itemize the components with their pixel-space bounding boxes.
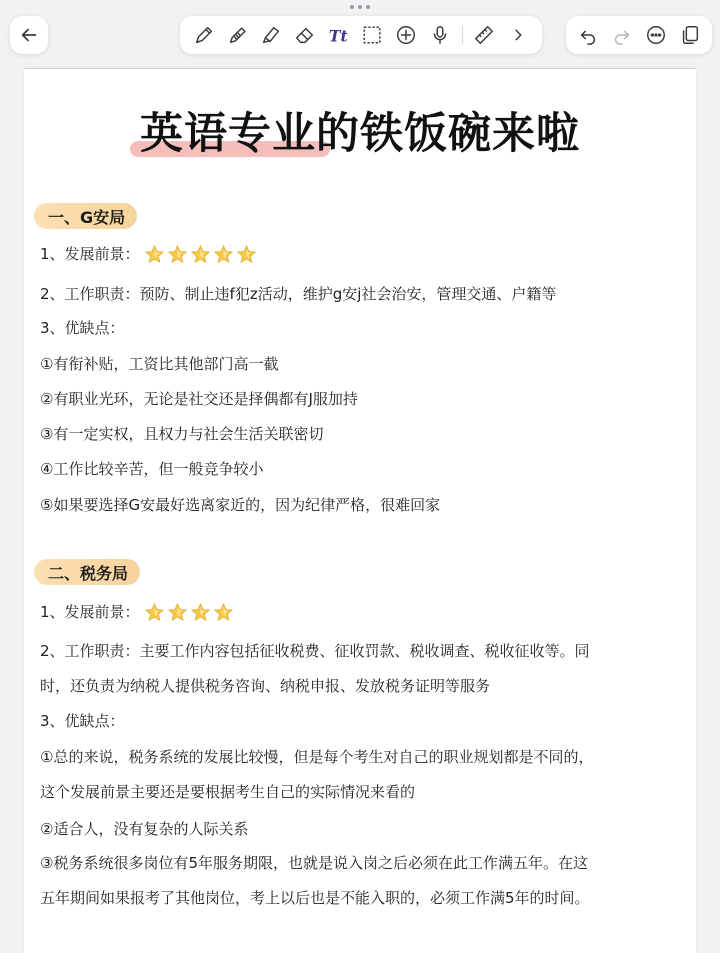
more-icon[interactable] [644,23,668,47]
text-line: ③有一定实权，且权力与社会生活关联密切 [40,425,324,443]
text-line: ①有衔补贴，工资比其他部门高一截 [40,355,279,373]
text-line: ⑤如果要选择G安最好选离家近的，因为纪律严格，很难回家 [40,496,441,514]
pages-icon[interactable] [678,23,702,47]
add-element-icon[interactable] [394,23,418,47]
highlighter-icon[interactable] [259,23,283,47]
star-icon [144,244,165,265]
text-line: 五年期间如果报考了其他岗位，考上以后也是不能入职的，必须工作满5年的时间。 [40,889,590,907]
star-icon [167,602,188,623]
back-button[interactable] [10,16,48,54]
text-line: 这个发展前景主要还是要根据考生自己的实际情况来看的 [40,783,416,801]
text-line: ②有职业光环，无论是社交还是择偶都有J服加持 [40,390,358,408]
lasso-select-icon[interactable] [360,23,384,47]
star-icon [213,602,234,623]
actions-toolbar [566,16,712,54]
rating-stars [144,602,234,623]
text-line: ①总的来说，税务系统的发展比较慢，但是每个考生对自己的职业规划都是不同的， [40,748,594,766]
text-line: ②适合人，没有复杂的人际关系 [40,820,249,838]
text-line: ③税务系统很多岗位有5年服务期限，也就是说入岗之后必须在此工作满五年。在这 [40,854,588,872]
note-page[interactable] [24,68,696,953]
star-icon [236,244,257,265]
eraser-icon[interactable] [293,23,317,47]
section-heading-tax-bureau: 二、税务局 [34,559,140,585]
chevron-right-icon[interactable] [506,23,530,47]
drawing-toolbar [180,16,542,54]
text-line: 2、工作职责：预防、制止违f犯z活动，维护g安j社会治安，管理交通、户籍等 [40,285,557,303]
star-icon [144,602,165,623]
pencil-icon[interactable] [226,23,250,47]
text-tool-label: Tt [328,26,348,46]
star-icon [190,602,211,623]
star-icon [167,244,188,265]
star-icon [213,244,234,265]
section-heading-gongan: 一、G安局 [34,203,137,229]
text-line: 时，还负责为纳税人提供税务咨询、纳税申报、发放税务证明等服务 [40,677,491,695]
text-line: ④工作比较辛苦，但一般竞争较小 [40,460,264,478]
rating-stars [144,244,257,265]
star-icon [190,244,211,265]
note-title-wrap [24,107,696,161]
pen-icon[interactable] [192,23,216,47]
ruler-icon[interactable] [472,23,496,47]
redo-icon[interactable] [610,23,634,47]
toolbar-divider [462,26,463,44]
text-line: 2、工作职责：主要工作内容包括征收税费、征收罚款、税收调查、税收征收等。同 [40,642,590,660]
text-line: 3、优缺点： [40,319,125,337]
arrow-left-icon [17,23,41,47]
undo-icon[interactable] [576,23,600,47]
microphone-icon[interactable] [428,23,452,47]
text-tool-icon[interactable] [327,23,351,47]
section2-prospect: 1、发展前景： [40,602,680,623]
window-grabber[interactable] [350,4,370,10]
text-line: 3、优缺点： [40,712,125,730]
section1-prospect: 1、发展前景： [40,244,680,265]
note-title: 英语专业的铁饭碗来啦 [140,107,580,161]
